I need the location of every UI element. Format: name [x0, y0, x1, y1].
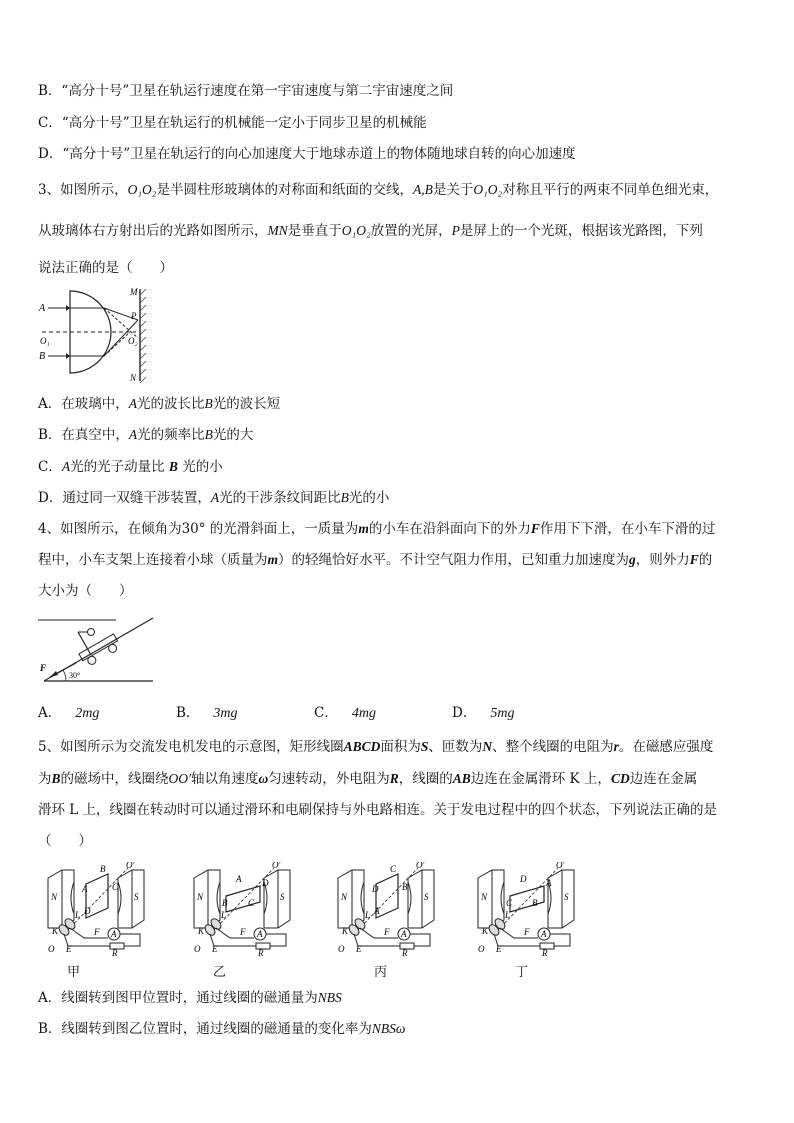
coil-d-label: D [520, 874, 527, 884]
magnet-s-label: S [564, 892, 569, 902]
q3-option-b: B．在真空中，A光的频率比B光的大 [38, 427, 254, 443]
ring-l-label: L [365, 910, 371, 920]
generator-figure-ding [474, 862, 586, 957]
o1-label: O₁ [40, 336, 50, 346]
brush-e-label: E [66, 944, 72, 954]
coil-a-label: A [546, 878, 552, 888]
resistor-r-label: R [258, 948, 264, 957]
coil-c-label: C [390, 864, 397, 874]
fig-label-jia: 甲 [67, 965, 81, 980]
coil-b-label: B [402, 882, 408, 892]
q3-stem-line1: 3、如图所示，O₁O₂是半圆柱形玻璃体的对称面和纸面的交线，A,B是关于O₁O₂对称且平行的两束不同单色细光束， [38, 182, 719, 198]
q3-stem-line2: 从玻璃体右方射出后的光路如图所示，MN是垂直于O₁O₂放置的光屏，P是屏上的一个光斑，根据该光路图，下列 [38, 223, 703, 239]
axis-o-label: O [478, 944, 485, 954]
ray-a-label: A [39, 303, 46, 314]
ammeter-label: A [401, 929, 407, 939]
axis-o-prime-label: O′ [416, 862, 425, 870]
q3-optics-figure [38, 283, 158, 385]
magnet-n-label: N [197, 892, 204, 902]
q4-option-d: D． 5mg [452, 705, 515, 721]
axis-o-label: O [338, 944, 345, 954]
resistor-r-label: R [112, 948, 118, 957]
q5-option-a: A．线圈转到图甲位置时，通过线圈的磁通量为NBS [38, 990, 342, 1006]
axis-o-prime-label: O′ [556, 862, 565, 870]
coil-c-label: C [112, 882, 119, 892]
resistor-r-label: R [402, 948, 408, 957]
coil-c-label: C [248, 898, 255, 908]
q4-option-b: B． 3mg [176, 705, 238, 721]
axis-o-label: O [48, 944, 55, 954]
ring-k-label: K [52, 926, 59, 936]
brush-e-label: E [212, 944, 218, 954]
q5-stem-line2: 为B的磁场中，线圈绕OO′轴以角速度ω匀速转动，外电阻为R，线圈的AB边连在金属滑环 K 上，CD边连在金属 [38, 771, 698, 787]
q5-option-b: B．线圈转到图乙位置时，通过线圈的磁通量的变化率为NBSω [38, 1021, 406, 1037]
magnet-n-label: N [341, 892, 348, 902]
generator-figure-bing [334, 862, 446, 957]
coil-d-label: D [84, 906, 91, 916]
magnet-s-label: S [280, 892, 285, 902]
axis-o-label: O [194, 944, 201, 954]
o2-label: O₂ [128, 336, 138, 346]
magnet-n-label: N [481, 892, 488, 902]
q2-option-d: D．“高分十号”卫星在轨运行的向心加速度大于地球赤道上的物体随地球自转的向心加速度 [38, 146, 576, 162]
ammeter-label: A [111, 929, 117, 939]
ring-l-label: L [75, 910, 81, 920]
magnet-s-label: S [134, 892, 139, 902]
q4-incline-figure [36, 606, 156, 684]
q2-option-c: C．“高分十号”卫星在轨运行的机械能一定小于同步卫星的机械能 [38, 115, 427, 131]
q3-option-a: A．在玻璃中，A光的波长比B光的波长短 [38, 396, 281, 412]
fig-label-bing: 丙 [374, 965, 388, 980]
brush-f-label: F [94, 927, 100, 937]
n-label: N [130, 373, 137, 383]
resistor-r-label: R [542, 948, 548, 957]
q4-option-c: C． 4mg [314, 705, 376, 721]
angle-label: 30° [69, 671, 81, 680]
q2-option-b: B．“高分十号”卫星在轨运行速度在第一宇宙速度与第二宇宙速度之间 [38, 83, 454, 99]
ammeter-label: A [257, 929, 263, 939]
ray-b-label: B [39, 351, 46, 362]
ring-k-label: K [482, 926, 489, 936]
brush-e-label: E [496, 944, 502, 954]
ring-l-label: L [221, 910, 227, 920]
brush-e-label: E [356, 944, 362, 954]
axis-o-prime-label: O′ [272, 862, 281, 870]
coil-a-label: A [374, 906, 380, 916]
ring-l-label: L [505, 910, 511, 920]
q3-stem-line3: 说法正确的是（ ） [38, 260, 173, 276]
coil-a-label: A [236, 874, 242, 884]
coil-d-label: D [372, 884, 379, 894]
q5-stem-line4: （ ） [38, 833, 92, 849]
q4-stem-line2: 程中，小车支架上连接着小球（质量为m）的轻绳恰好水平。不计空气阻力作用，已知重力加速度为g，则外力F的 [38, 552, 713, 568]
q4-stem-line3: 大小为（ ） [38, 583, 133, 599]
coil-d-label: D [262, 878, 269, 888]
coil-b-label: B [532, 898, 538, 908]
brush-f-label: F [524, 927, 530, 937]
coil-c-label: C [506, 898, 513, 908]
q4-stem-line1: 4、如图所示，在倾角为30° 的光滑斜面上，一质量为m的小车在沿斜面向下的外力F作用下下滑，在小车下滑的过 [38, 521, 716, 537]
coil-b-label: B [100, 864, 106, 874]
axis-o-prime-label: O′ [126, 862, 135, 870]
coil-a-label: A [82, 884, 88, 894]
brush-f-label: F [384, 927, 390, 937]
q5-stem-line1: 5、如图所示为交流发电机发电的示意图，矩形线圈ABCD面积为S、匝数为N、整个线圈的电阻为r。在磁感应强度 [38, 739, 714, 755]
fig-label-ding: 丁 [515, 965, 529, 980]
magnet-n-label: N [51, 892, 58, 902]
generator-figure-jia [44, 862, 156, 957]
p-label: P [131, 311, 137, 321]
q5-stem-line3: 滑环 L 上，线圈在转动时可以通过滑环和电刷保持与外电路相连。关于发电过程中的四个状态，下列说法正确的是 [38, 802, 718, 818]
ring-k-label: K [198, 926, 205, 936]
ammeter-label: A [541, 929, 547, 939]
fig-label-yi: 乙 [213, 965, 227, 980]
force-label: F [40, 663, 47, 673]
q3-option-c: C．A光的光子动量比 B 光的小 [38, 459, 223, 475]
magnet-s-label: S [424, 892, 429, 902]
q3-option-d: D．通过同一双缝干涉装置，A光的干涉条纹间距比B光的小 [38, 490, 390, 506]
ring-k-label: K [342, 926, 349, 936]
m-label: M [130, 287, 138, 297]
brush-f-label: F [240, 927, 246, 937]
coil-b-label: B [222, 898, 228, 908]
q4-option-a: A． 2mg [38, 705, 100, 721]
generator-figure-yi [190, 862, 302, 957]
